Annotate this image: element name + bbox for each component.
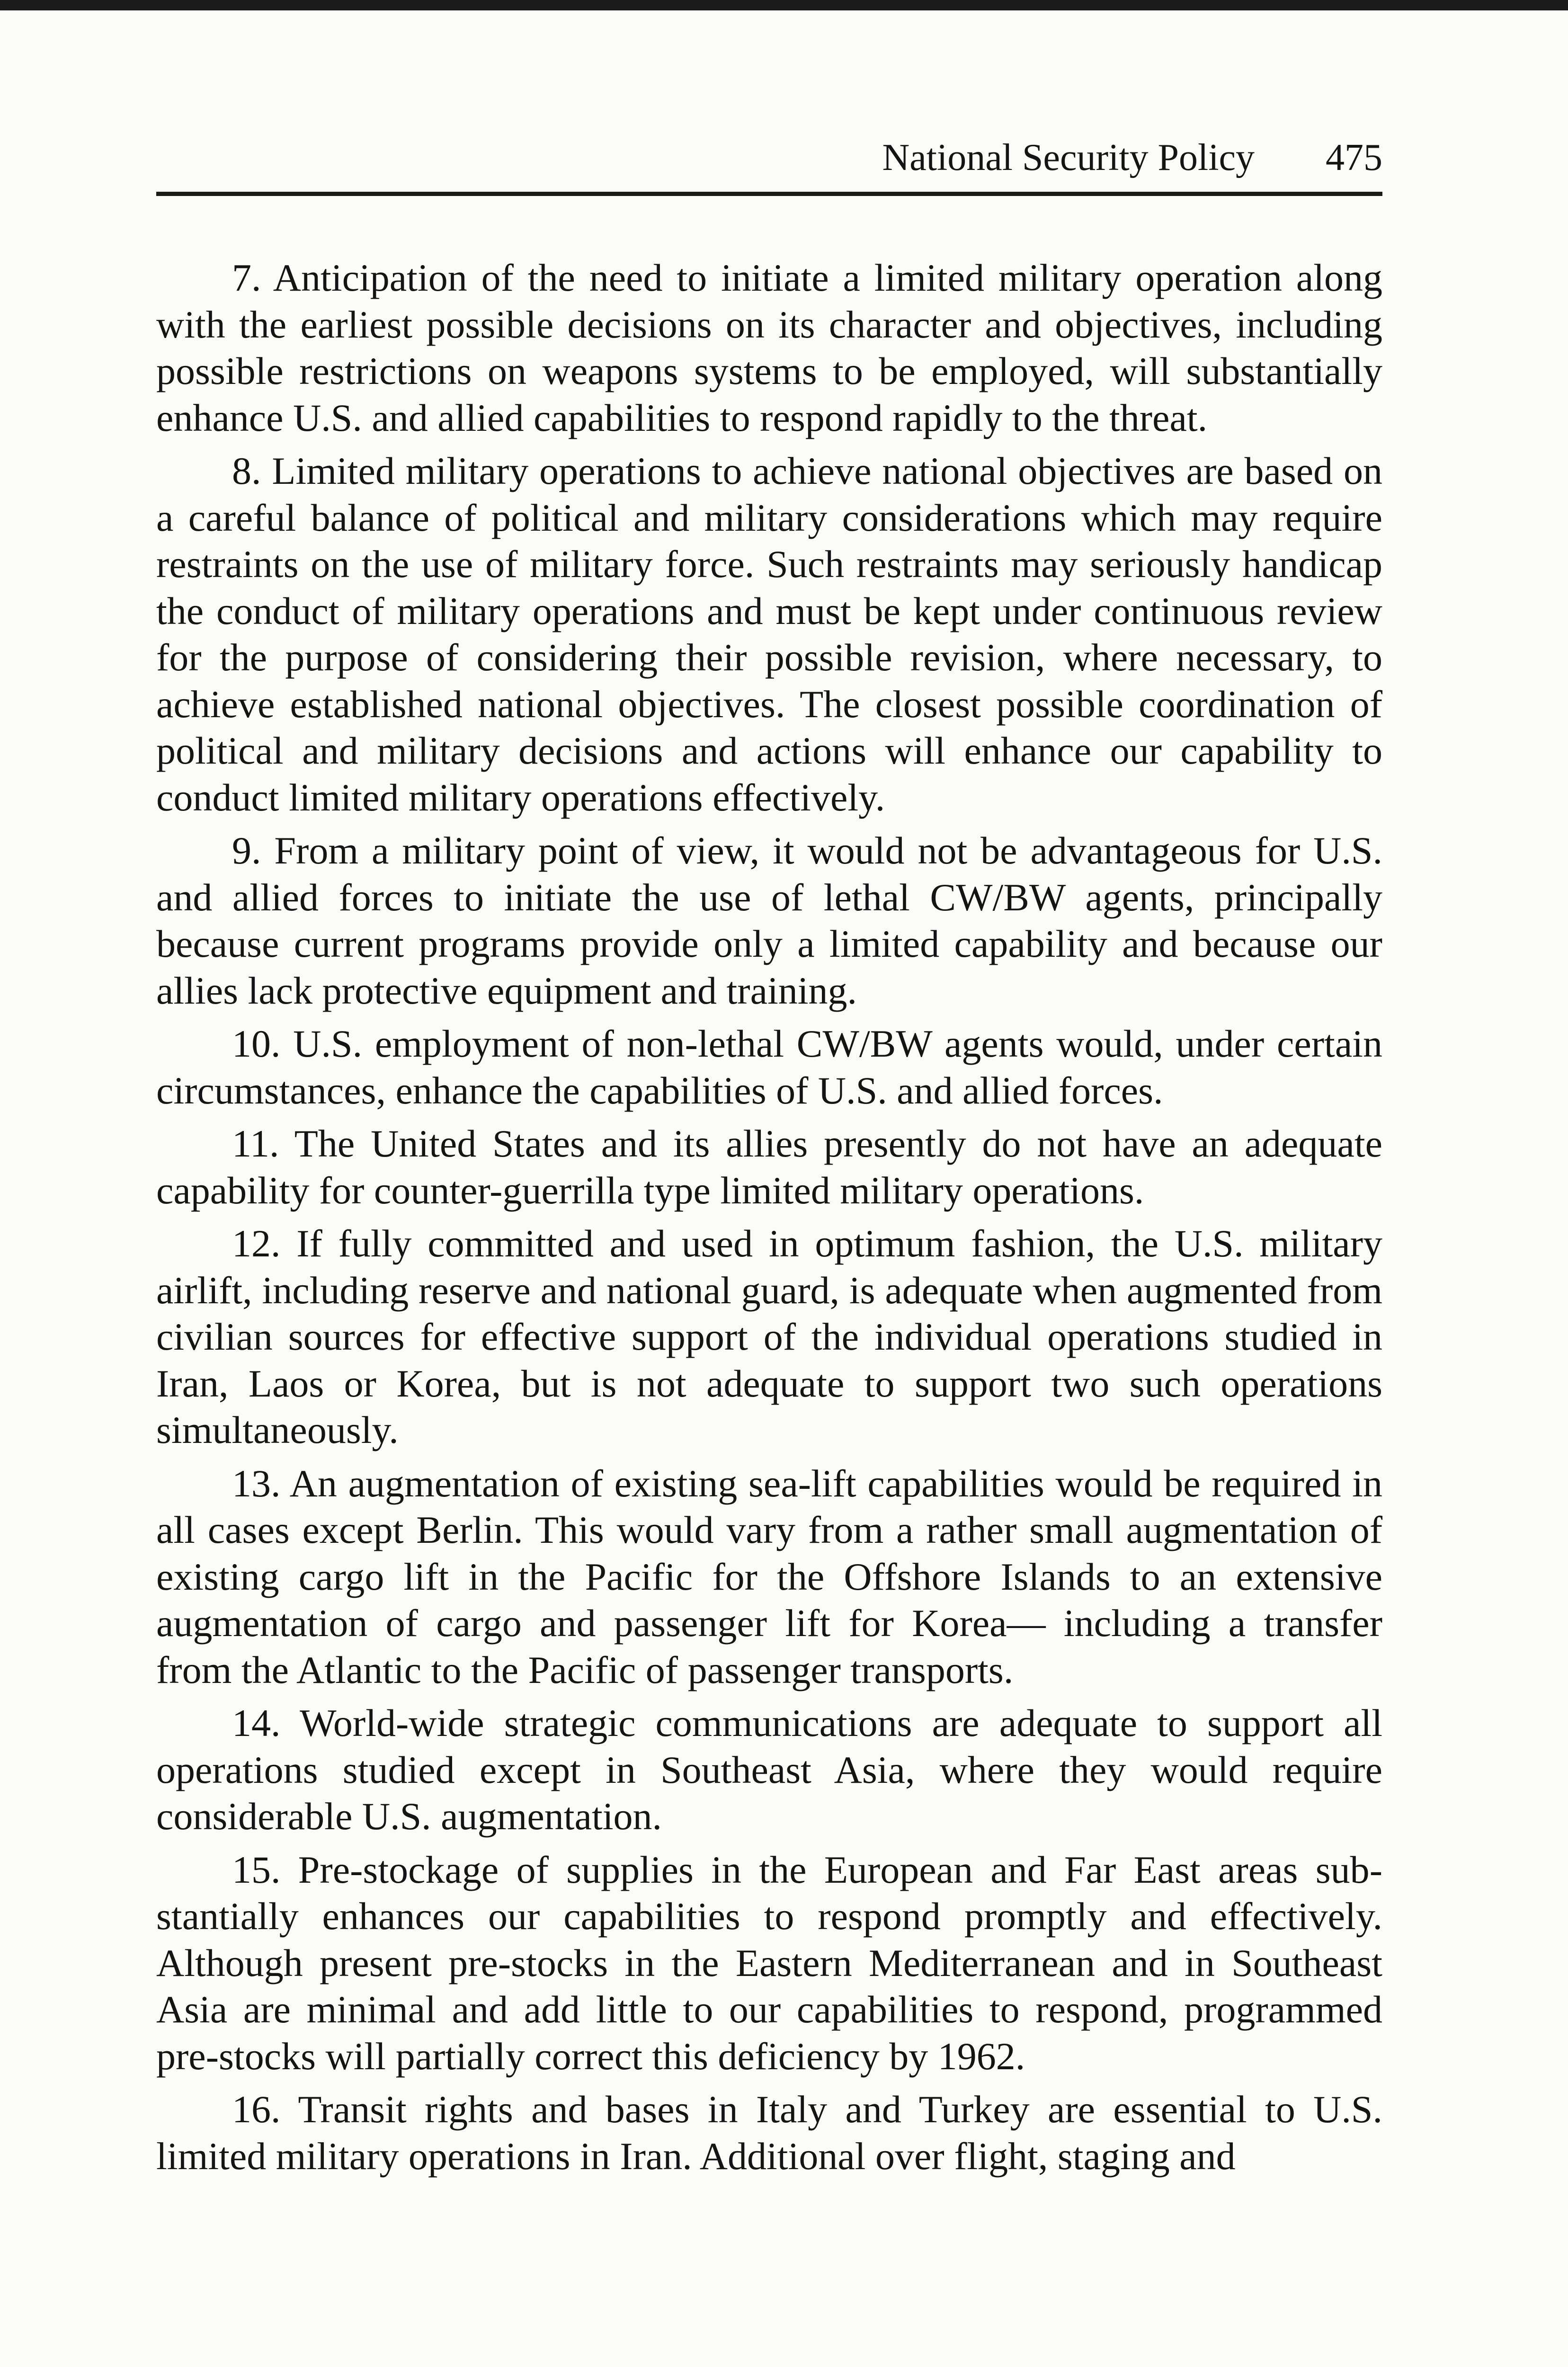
paragraph-9: 9. From a military point of view, it would not be advantageous for U.S. and allied forces to initiate the use of lethal CW/BW agents, principally because current programs provide only a limited capability and because our allies lack protective equipment and training. <box>156 829 1382 1012</box>
paragraph-16: 16. Transit rights and bases in Italy and Turkey are essential to U.S. limited military operations in Iran. Additional over flight, staging and <box>156 2088 1382 2178</box>
header-rule <box>156 192 1382 196</box>
paragraph-13: 13. An augmentation of existing sea-lift capabilities would be required in all cases except Berlin. This would vary from a rather small augmentation of existing cargo lift in the Pacific for the Offshore Islands to an extensive augmentation of cargo and passenger lift for Korea— including a transfer from the Atlantic to the Pacific of passenger transports. <box>156 1461 1382 1691</box>
running-title: National Security Policy <box>882 137 1255 178</box>
paragraph-10: 10. U.S. employment of non-lethal CW/BW agents would, under certain circumstances, enhance the capabilities of U.S. and allied forces. <box>156 1022 1382 1112</box>
page-number: 475 <box>1326 137 1382 178</box>
running-head <box>156 132 1382 184</box>
body-text <box>156 255 1382 2180</box>
paragraph-15: 15. Pre-stockage of supplies in the European and Far East areas substantially enhances our capabilities to respond promptly and effectively. Although present pre-stocks in the Eastern Mediterranean and in Southeast Asia are minimal and add little to our capabilities to respond, programmed pre-stocks will partially correct this deficiency by 1962. <box>156 1848 1382 2078</box>
paragraph-7: 7. Anticipation of the need to initiate a limited military operation along with the earliest possible decisions on its character and objectives, including possible restrictions on weapons systems to be employed, will substantially enhance U.S. and allied capabilities to respond rapidly to the threat. <box>156 256 1382 439</box>
paragraph-8: 8. Limited military operations to achieve national objectives are based on a careful balance of political and military considerations which may require restraints on the use of military force. Such restraints may seriously handicap the conduct of military operations and must be kept under continuous review for the purpose of considering their possible revision, where necessary, to achieve established national objectives. The closest possible coordination of political and military decisions and actions will enhance our capability to conduct limited military operations effectively. <box>156 449 1382 819</box>
paragraph-12: 12. If fully committed and used in optimum fashion, the U.S. military airlift, including reserve and national guard, is adequate when augmented from civilian sources for effective support of the individual operations studied in Iran, Laos or Korea, but is not adequate to support two such operations simultaneously. <box>156 1222 1382 1451</box>
paragraph-14: 14. World-wide strategic communications are adequate to support all operations studied except in Southeast Asia, where they would require considerable U.S. augmentation. <box>156 1701 1382 1838</box>
paragraph-11: 11. The United States and its allies presently do not have an adequate capability for counter-guerrilla type limited military operations. <box>156 1122 1382 1212</box>
book-page <box>156 0 1387 2367</box>
